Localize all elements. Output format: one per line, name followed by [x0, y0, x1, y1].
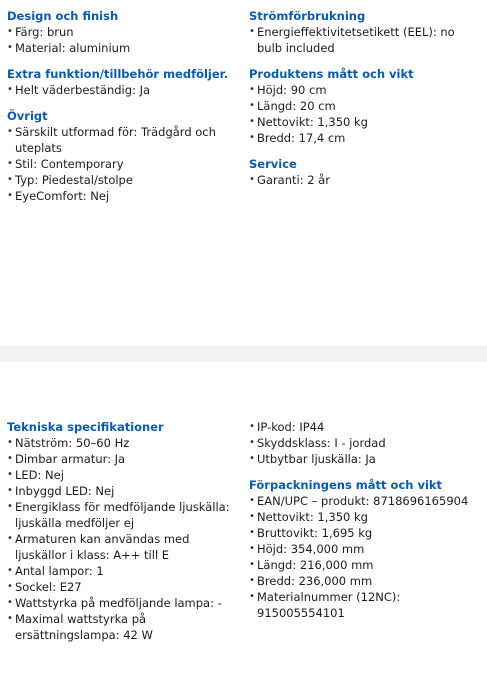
spec-section-forpackningens-matt-och-vikt: [249, 477, 481, 621]
section-heading: Service: [249, 157, 297, 171]
spec-item: • Antal lampor: 1: [7, 563, 239, 579]
section-heading: Produktens mått och vikt: [249, 67, 414, 81]
spec-item: • Höjd: 354,000 mm: [249, 541, 481, 557]
spec-item: • Maximal wattstyrka på ersättningslampa: 42 W: [7, 611, 239, 643]
bottom-left-column: [7, 419, 239, 653]
spec-item: • Inbyggd LED: Nej: [7, 483, 239, 499]
section-heading: Övrigt: [7, 109, 48, 123]
spec-list: [249, 82, 481, 146]
spec-item: • Bredd: 17,4 cm: [249, 130, 481, 146]
spec-item: • Utbytbar ljuskälla: Ja: [249, 451, 481, 467]
top-right-column: [249, 8, 481, 198]
spec-section-section: [249, 419, 481, 467]
spec-item: • Nettovikt: 1,350 kg: [249, 509, 481, 525]
spec-item: • Dimbar armatur: Ja: [7, 451, 239, 467]
section-heading: Förpackningens mått och vikt: [249, 478, 443, 492]
spec-list: [249, 419, 481, 467]
spec-item: • Bruttovikt: 1,695 kg: [249, 525, 481, 541]
spec-section-tekniska-specifikationer: [7, 419, 239, 643]
top-left-column: [7, 8, 239, 214]
spec-list: [249, 172, 481, 188]
section-heading: Design och finish: [7, 9, 119, 23]
section-heading: Tekniska specifikationer: [7, 420, 164, 434]
spec-item: • Materialnummer (12NC): 915005554101: [249, 589, 481, 621]
spec-section-stromforbrukning: [249, 8, 481, 56]
spec-item: • Wattstyrka på medföljande lampa: -: [7, 595, 239, 611]
spec-list: [7, 124, 239, 204]
spec-item: • Höjd: 90 cm: [249, 82, 481, 98]
spec-item: • Längd: 20 cm: [249, 98, 481, 114]
spec-item: • Nettovikt: 1,350 kg: [249, 114, 481, 130]
section-divider-band: [0, 346, 487, 362]
spec-item: • LED: Nej: [7, 467, 239, 483]
spec-list: [7, 24, 239, 56]
spec-item: • Bredd: 236,000 mm: [249, 573, 481, 589]
spec-item: • Material: aluminium: [7, 40, 239, 56]
spec-item: • Typ: Piedestal/stolpe: [7, 172, 239, 188]
spec-section-ovrigt: [7, 108, 239, 204]
spec-item: • Längd: 216,000 mm: [249, 557, 481, 573]
section-heading: Strömförbrukning: [249, 9, 366, 23]
spec-item: • IP-kod: IP44: [249, 419, 481, 435]
spec-list: [7, 82, 239, 98]
spec-section-extra-funktion-tillbehor-medfoljer: [7, 66, 239, 98]
spec-item: • Nätström: 50–60 Hz: [7, 435, 239, 451]
spec-item: • Armaturen kan användas med ljuskällor i klass: A++ till E: [7, 531, 239, 563]
spec-item: • Stil: Contemporary: [7, 156, 239, 172]
spec-item: • Särskilt utformad för: Trädgård och uteplats: [7, 124, 239, 156]
bottom-right-column: [249, 419, 481, 631]
spec-item: • Energieffektivitetsetikett (EEL): no bulb included: [249, 24, 481, 56]
spec-item: • Garanti: 2 år: [249, 172, 481, 188]
spec-item: • Färg: brun: [7, 24, 239, 40]
spec-item: • Helt väderbeständig: Ja: [7, 82, 239, 98]
spec-section-service: [249, 156, 481, 188]
section-heading: Extra funktion/tillbehör medföljer.: [7, 67, 229, 81]
spec-item: • Skyddsklass: I - jordad: [249, 435, 481, 451]
spec-list: [249, 24, 481, 56]
spec-item: • Sockel: E27: [7, 579, 239, 595]
spec-section-produktens-matt-och-vikt: [249, 66, 481, 146]
spec-item: • EyeComfort: Nej: [7, 188, 239, 204]
spec-section-design-och-finish: [7, 8, 239, 56]
spec-list: [7, 435, 239, 643]
spec-list: [249, 493, 481, 621]
spec-item: • Energiklass för medföljande ljuskälla: ljuskälla medföljer ej: [7, 499, 239, 531]
spec-item: • EAN/UPC – produkt: 8718696165904: [249, 493, 481, 509]
